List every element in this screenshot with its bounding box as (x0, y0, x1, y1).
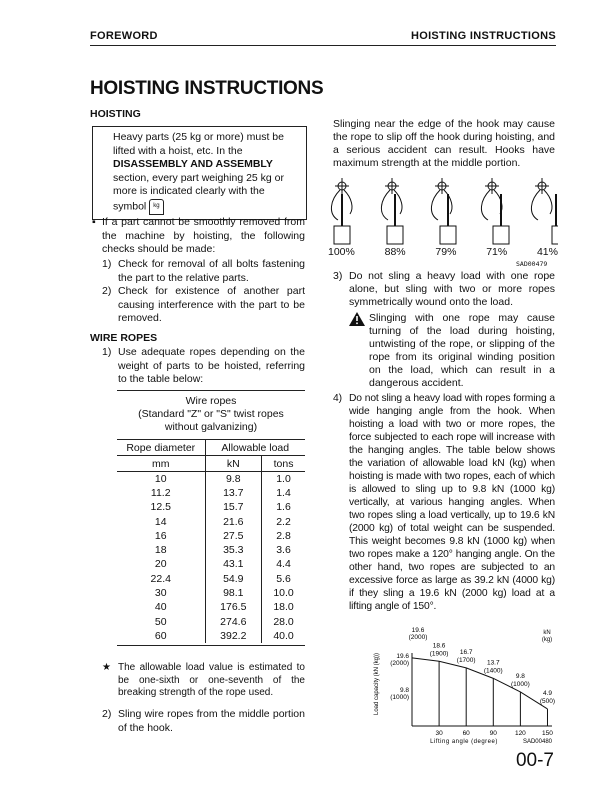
data-label-kg: (1700) (456, 656, 476, 664)
table-cell: 98.1 (205, 586, 262, 600)
item-3: 3) Do not sling a heavy load with one rope alone, but sling with two or more ropes symmetrically wound onto the load. (333, 270, 555, 308)
warning: Slinging with one rope may cause turning of the load during hoisting, untwisting of the rope, or slipping of the rope from its original winding position on the load, which can result in a dangerous accident. (349, 312, 555, 390)
table-cell: 14 (117, 514, 205, 528)
table-cell: 20 (117, 557, 205, 571)
table-cell: 3.6 (276, 544, 291, 557)
header-chapter: HOISTING INSTRUCTIONS (410, 30, 556, 42)
table-cell: 10 (117, 472, 205, 486)
checks-list (102, 258, 305, 326)
load-angle-chart (372, 626, 562, 746)
hook-percent: 100% (328, 246, 355, 258)
table-cell: 54.9 (205, 572, 262, 586)
hook-percent: 79% (435, 246, 457, 258)
y-tick-label: 19.6 (396, 652, 409, 660)
table-row (117, 586, 305, 600)
x-tick-label: 120 (514, 730, 526, 737)
table-cell: 16 (117, 529, 205, 543)
hoisting-heading: HOISTING (90, 108, 141, 120)
bullet-text: If a part cannot be smoothly removed from the machine by hoisting, the following checks should be made: (102, 216, 305, 256)
wire-rope-item-2: 2) Sling wire ropes from the middle portion of the hook. (102, 708, 305, 734)
rope-table (117, 390, 305, 646)
table-cell: 10.0 (273, 587, 294, 600)
y-tick-label-kg: (2000) (390, 659, 409, 667)
data-label-kg: (500) (539, 697, 556, 705)
table-cell: 60 (117, 629, 205, 643)
header-section: FOREWORD (90, 30, 158, 42)
table-cell: 30 (117, 586, 205, 600)
table-cell: 50 (117, 614, 205, 628)
x-tick-label: 30 (435, 730, 443, 737)
hook-icon (431, 178, 456, 244)
table-cell: 21.6 (205, 514, 262, 528)
x-axis-label: Lifting angle (degree) (430, 739, 498, 745)
check-item: 2) Check for existence of another part causing interference with the part to be removed. (102, 285, 305, 325)
table-cell: 40 (117, 600, 205, 614)
header-rule (90, 45, 556, 46)
hook-percent: 41% (536, 246, 558, 258)
unit-label: kN (543, 630, 551, 636)
col-header: tons (273, 457, 294, 470)
unit-label: (kg) (541, 637, 553, 643)
page-number: 00-7 (515, 750, 554, 771)
table-row (117, 500, 305, 514)
table-cell: 392.2 (205, 629, 262, 643)
col-header: Allowable load (221, 441, 290, 454)
y-axis-label: Load capacity (kN (kg)) (374, 652, 380, 716)
hook-icon (531, 178, 558, 244)
hook-diagram (328, 178, 558, 246)
data-label-kg: (1400) (483, 667, 503, 675)
figure-code: SAD00479 (516, 260, 548, 268)
data-label-kg: (1000) (510, 680, 530, 688)
x-tick-label: 60 (462, 730, 470, 737)
table-cell: 12.5 (117, 500, 205, 514)
table-row (117, 486, 305, 500)
bullet-icon: ▪ (92, 216, 96, 228)
table-row (117, 557, 305, 571)
col-header: Rope diameter (117, 440, 205, 456)
x-tick-label: 90 (489, 730, 497, 737)
table-cell: 2.8 (276, 529, 291, 542)
data-label: 4.9 (542, 689, 553, 697)
y-tick-label: 9.8 (399, 686, 409, 694)
table-cell: 13.7 (205, 486, 262, 500)
figure-code: SAD00480 (522, 739, 552, 745)
y-tick-label-kg: (1000) (390, 693, 409, 701)
hook-icon (331, 178, 352, 244)
table-cell: 274.6 (205, 614, 262, 628)
hook-icon (381, 178, 403, 244)
hook-percent: 71% (486, 246, 508, 258)
note: ★ The allowable load value is estimated to be one-sixth or one-seventh of the breaking strength of the rope used. (102, 662, 305, 698)
table-cell: 1.6 (276, 501, 291, 514)
notice-text-2: section, every part weighing 25 kg or more is indicated clearly with the symbol (113, 171, 285, 213)
bullet-item (92, 216, 305, 257)
table-cell: 1.4 (276, 486, 291, 499)
col-header: mm (117, 456, 205, 472)
wire-ropes-heading: WIRE ROPES (90, 332, 158, 344)
table-row (117, 614, 305, 628)
warning-icon (349, 312, 365, 326)
table-cell: 11.2 (117, 486, 205, 500)
table-row (117, 514, 305, 528)
table-cell: 2.2 (276, 515, 291, 528)
table-cell: 43.1 (205, 557, 262, 571)
table-cell: 5.6 (276, 572, 291, 585)
table-row (117, 529, 305, 543)
notice-text-1: Heavy parts (25 kg or more) must be lifted with a hoist, etc. In the (113, 131, 284, 157)
table-cell: 176.5 (205, 600, 262, 614)
hook-icon (481, 178, 509, 244)
weight-symbol-icon: kg (149, 199, 163, 215)
table-cell: 18.0 (273, 601, 294, 614)
table-row (117, 472, 305, 486)
table-cell: 27.5 (205, 529, 262, 543)
data-label: 16.7 (459, 648, 473, 656)
x-tick-label: 150 (542, 730, 553, 737)
table-cell: 28.0 (273, 615, 294, 628)
check-item: 1) Check for removal of all bolts fastening the part to the relative parts. (102, 258, 305, 284)
data-label: 13.7 (486, 659, 500, 667)
table-cell: 35.3 (205, 543, 262, 557)
table-row (117, 629, 305, 643)
notice-box (92, 126, 307, 220)
rope-load-table (117, 439, 305, 643)
item-4: 4) Do not sling a heavy load with ropes forming a wide hanging angle from the hook. When hoisting a load with two or more ropes, the force subjected to each rope will increase with the hanging angles. The table below shows the variation of allowable load kN (kg) when hoisting is made with two ropes, each of which is allowed to sling up to 9.8 kN (1000 kg) vertically, at various hanging angles. When two ropes sling a load vertically, up to 19.6 kN (2000 kg) of total weight can be suspended. This weight becomes 9.8 kN (1000 kg) when two ropes make a 120° hanging angle. On the other hand, two ropes are subjected to an excessive force as large as 39.2 kN (4000 kg) if they sling a 19.6 kN (2000 kg) load at a lifting angle of 150°. (333, 393, 555, 612)
table-caption: Wire ropes (Standard "Z" or "S" twist ropes without galvanizing) (138, 395, 284, 433)
table-cell: 1.0 (276, 472, 291, 485)
table-cell: 22.4 (117, 572, 205, 586)
intro-text: Slinging near the edge of the hook may cause the rope to slip off the hook during hoisting, and a serious accident can result. Hooks have maximum strength at the middle portion. (333, 118, 555, 169)
data-label-kg: (1900) (429, 650, 449, 658)
data-label: 18.6 (432, 642, 446, 650)
table-row (117, 600, 305, 614)
table-row (117, 543, 305, 557)
page-title: HOISTING INSTRUCTIONS (90, 78, 324, 99)
table-cell: 4.4 (276, 558, 291, 571)
data-label-kg: (2000) (408, 633, 428, 641)
col-header: kN (205, 456, 262, 472)
data-label: 19.6 (411, 626, 425, 634)
star-icon: ★ (102, 662, 111, 673)
data-label: 9.8 (515, 672, 525, 680)
table-cell: 9.8 (205, 472, 262, 486)
table-cell: 18 (117, 543, 205, 557)
hook-percent-labels (328, 246, 558, 258)
notice-bold: DISASSEMBLY AND ASSEMBLY (113, 158, 273, 171)
hook-percent: 88% (384, 246, 406, 258)
wire-rope-item-1: 1) Use adequate ropes depending on the weight of parts to be hoisted, referring to the table below: (102, 346, 305, 386)
table-cell: 15.7 (205, 500, 262, 514)
table-row (117, 572, 305, 586)
table-cell: 40.0 (273, 629, 294, 642)
